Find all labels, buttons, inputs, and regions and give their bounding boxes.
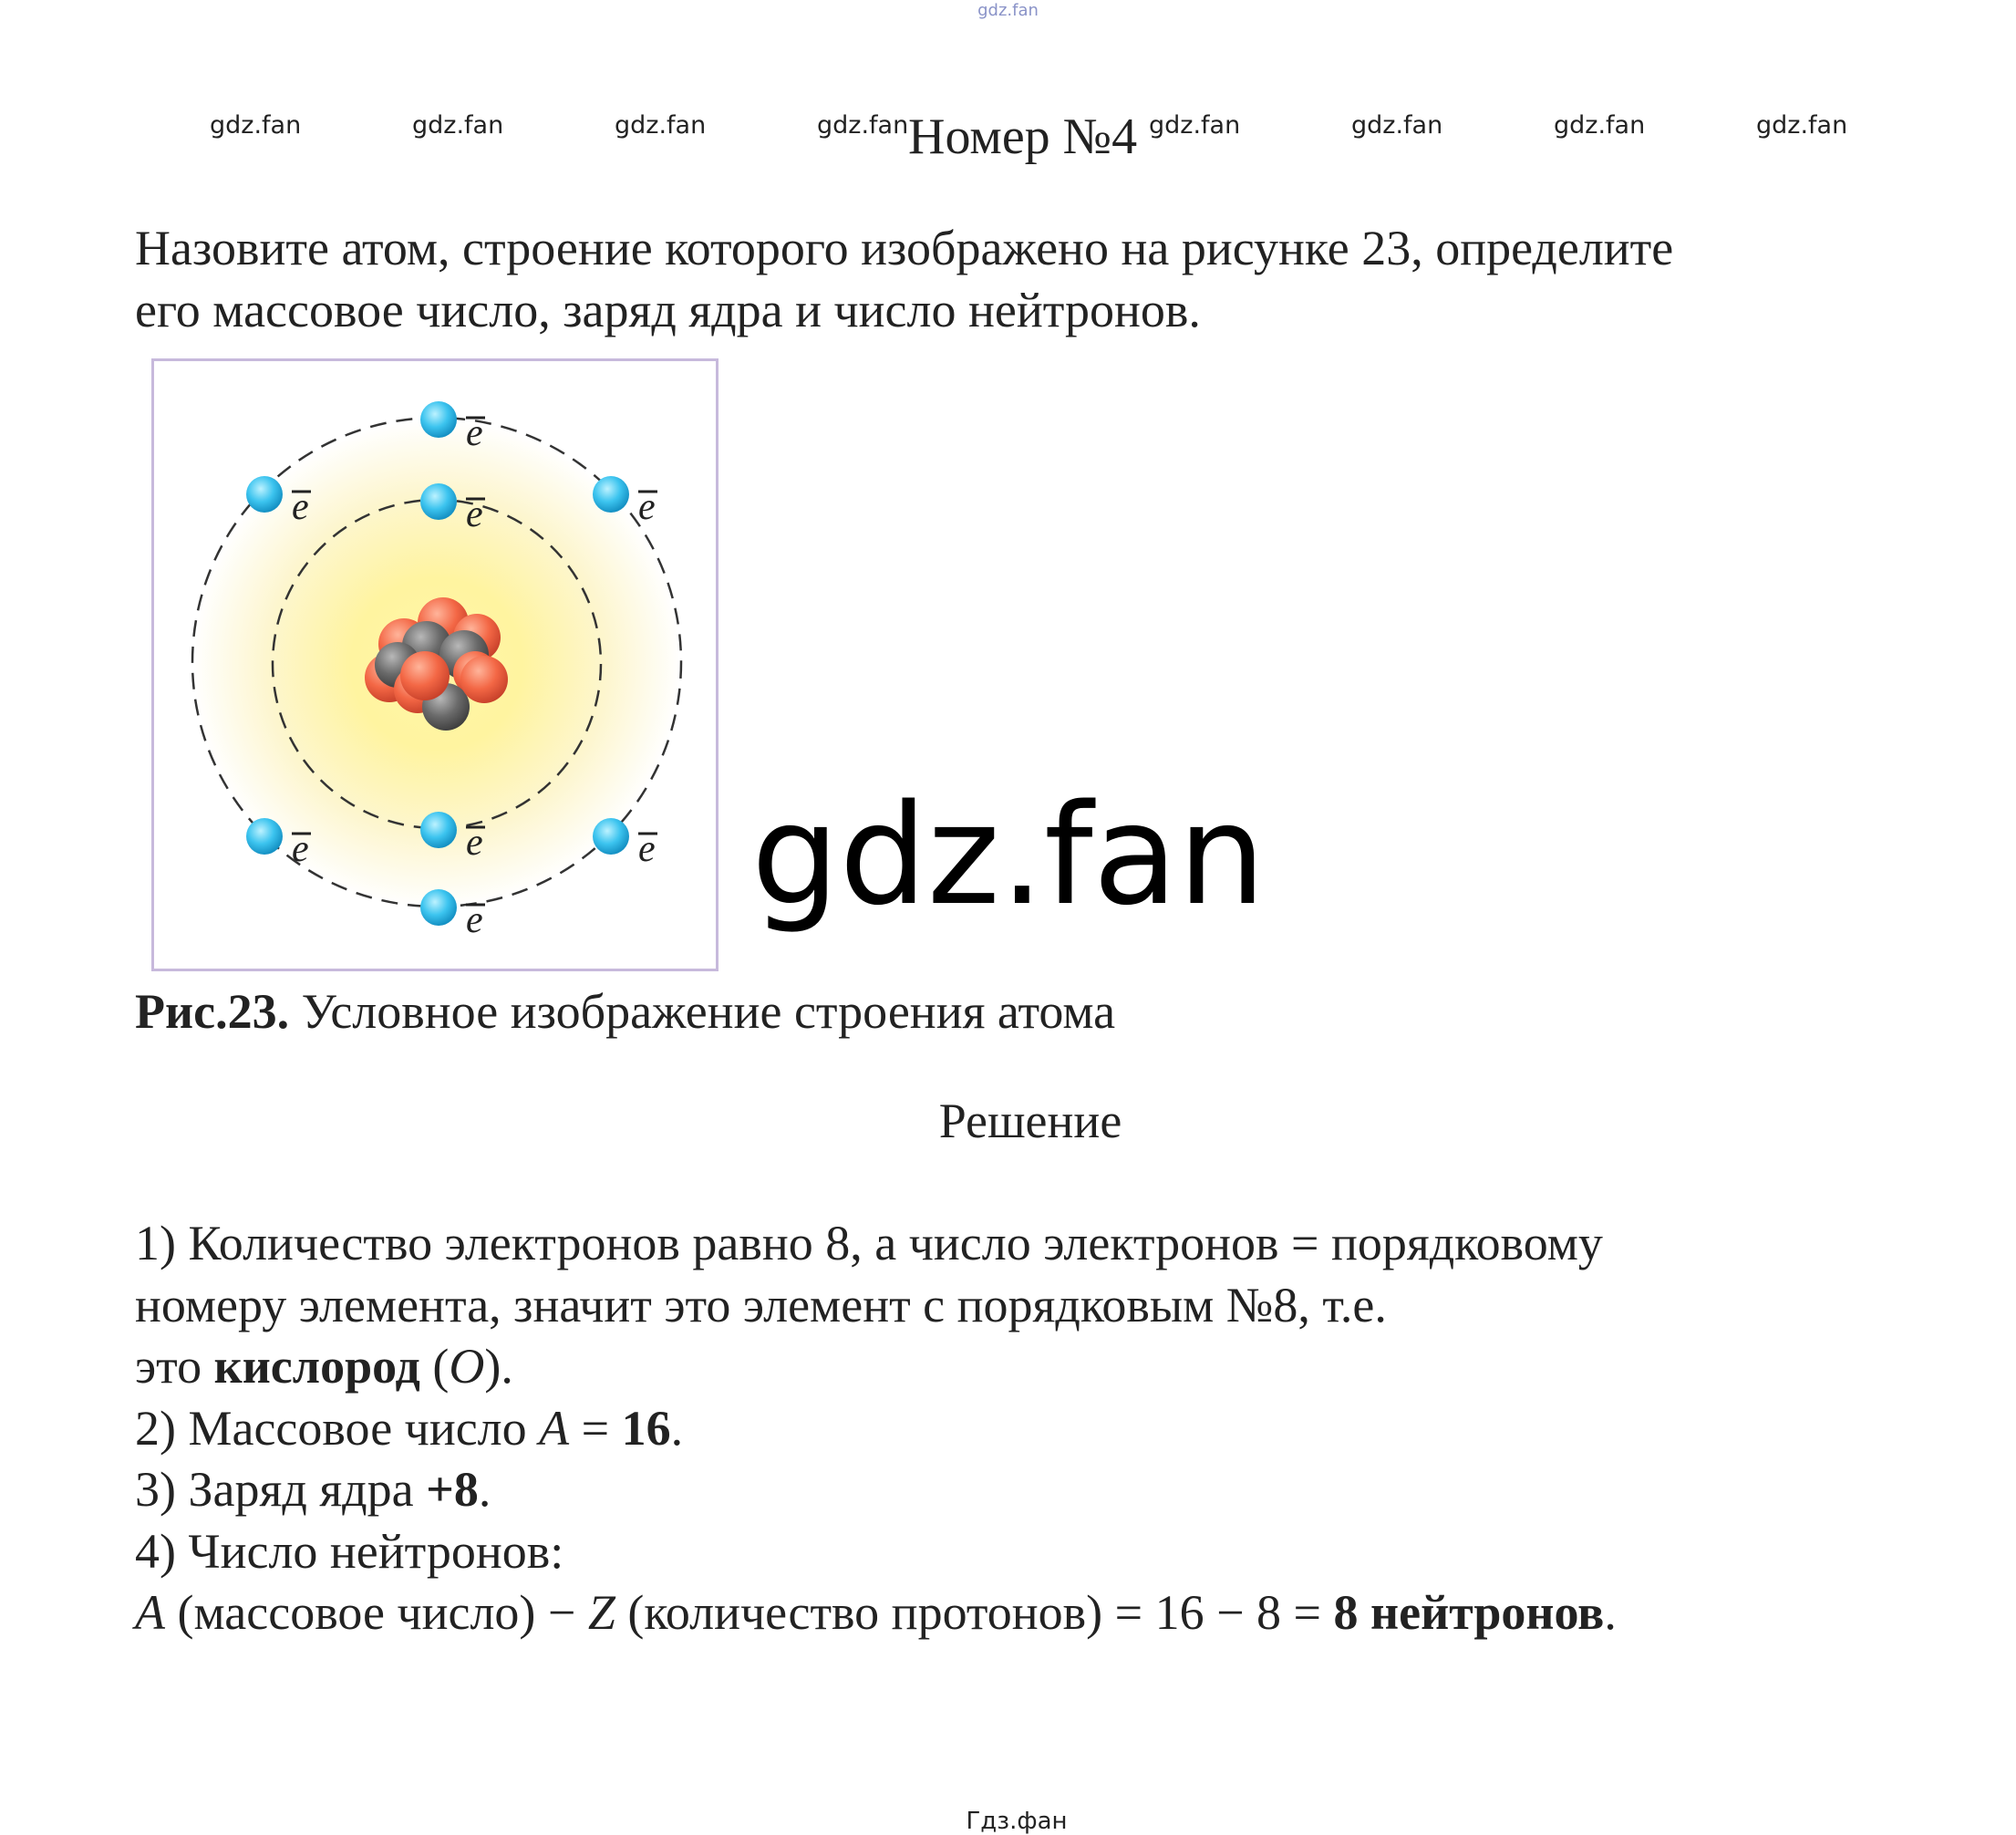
- step-1-line-3: [135, 1336, 1959, 1398]
- step-2: [135, 1398, 1959, 1460]
- step-1-line-1: 1) Количество электронов равно 8, а число электронов = порядковому: [135, 1216, 1603, 1270]
- atom-figure: [151, 358, 719, 971]
- electron-label-1: e: [466, 412, 483, 454]
- watermark-row-6: gdz.fan: [1351, 111, 1443, 140]
- electron-label-5: e: [292, 828, 309, 870]
- watermark-row-5: gdz.fan: [1149, 111, 1241, 140]
- question-line-2: его массовое число, заряд ядра и число нейтронов.: [135, 283, 1201, 337]
- step-4-line-2: [135, 1582, 1959, 1644]
- formula-a: A: [135, 1585, 165, 1640]
- watermark-row-1: gdz.fan: [210, 111, 302, 140]
- solution-heading: Решение: [938, 1094, 1122, 1148]
- step-2-text-b: =: [569, 1400, 622, 1456]
- mass-number: 16: [621, 1400, 671, 1456]
- question-text: [135, 217, 1922, 341]
- electron-label-7: e: [638, 828, 656, 870]
- watermark-large: gdz.fan: [751, 774, 1266, 936]
- watermark-row-2: gdz.fan: [412, 111, 504, 140]
- step-1-text-c: ).: [484, 1339, 513, 1394]
- step-3-text-a: 3) Заряд ядра: [135, 1462, 427, 1517]
- electron-label-4: e: [638, 486, 656, 528]
- caption-text: Условное изображение строения атома: [289, 984, 1116, 1039]
- watermark-row-3: gdz.fan: [615, 111, 707, 140]
- watermark-row-7: gdz.fan: [1554, 111, 1646, 140]
- step-1-line-2: номеру элемента, значит это элемент с порядковым №8, т.е.: [135, 1277, 1387, 1332]
- mass-symbol: A: [539, 1400, 570, 1456]
- formula-z: Z: [587, 1585, 615, 1640]
- page-title: Номер №4: [908, 109, 1138, 165]
- electron-label-2: e: [292, 486, 309, 528]
- element-symbol: O: [449, 1339, 485, 1394]
- watermark-row-4: gdz.fan: [817, 111, 909, 140]
- electron-label-3: e: [466, 493, 483, 535]
- nuclear-charge: +8: [426, 1462, 479, 1517]
- electron-label-8: e: [466, 899, 483, 941]
- solution-body: [135, 1213, 1959, 1644]
- step-2-text-a: 2) Массовое число: [135, 1400, 540, 1456]
- step-1-text-a: это: [135, 1339, 214, 1394]
- step-4-line-1: 4) Число нейтронов:: [135, 1523, 564, 1579]
- watermark-row-8: gdz.fan: [1756, 111, 1848, 140]
- element-name: кислород: [213, 1339, 420, 1394]
- step-1-text-b: (: [419, 1339, 450, 1394]
- watermark-top: gdz.fan: [977, 1, 1039, 20]
- step-3: [135, 1459, 1959, 1521]
- formula-text-1: (массовое число) −: [165, 1585, 588, 1640]
- atom-diagram: [151, 358, 719, 971]
- step-3-text-c: .: [478, 1462, 491, 1517]
- formula-text-2: (количество протонов) = 16 − 8 =: [615, 1585, 1334, 1640]
- formula-end: .: [1604, 1585, 1617, 1640]
- step-2-text-c: .: [670, 1400, 684, 1456]
- electron-label-6: e: [466, 822, 483, 864]
- question-line-1: Назовите атом, строение которого изображено на рисунке 23, определите: [135, 221, 1674, 275]
- neutron-count: 8 нейтронов: [1333, 1585, 1605, 1640]
- caption-label: Рис.23.: [135, 984, 290, 1039]
- watermark-bottom: Гдз.фан: [966, 1808, 1068, 1835]
- figure-caption: [135, 980, 1115, 1042]
